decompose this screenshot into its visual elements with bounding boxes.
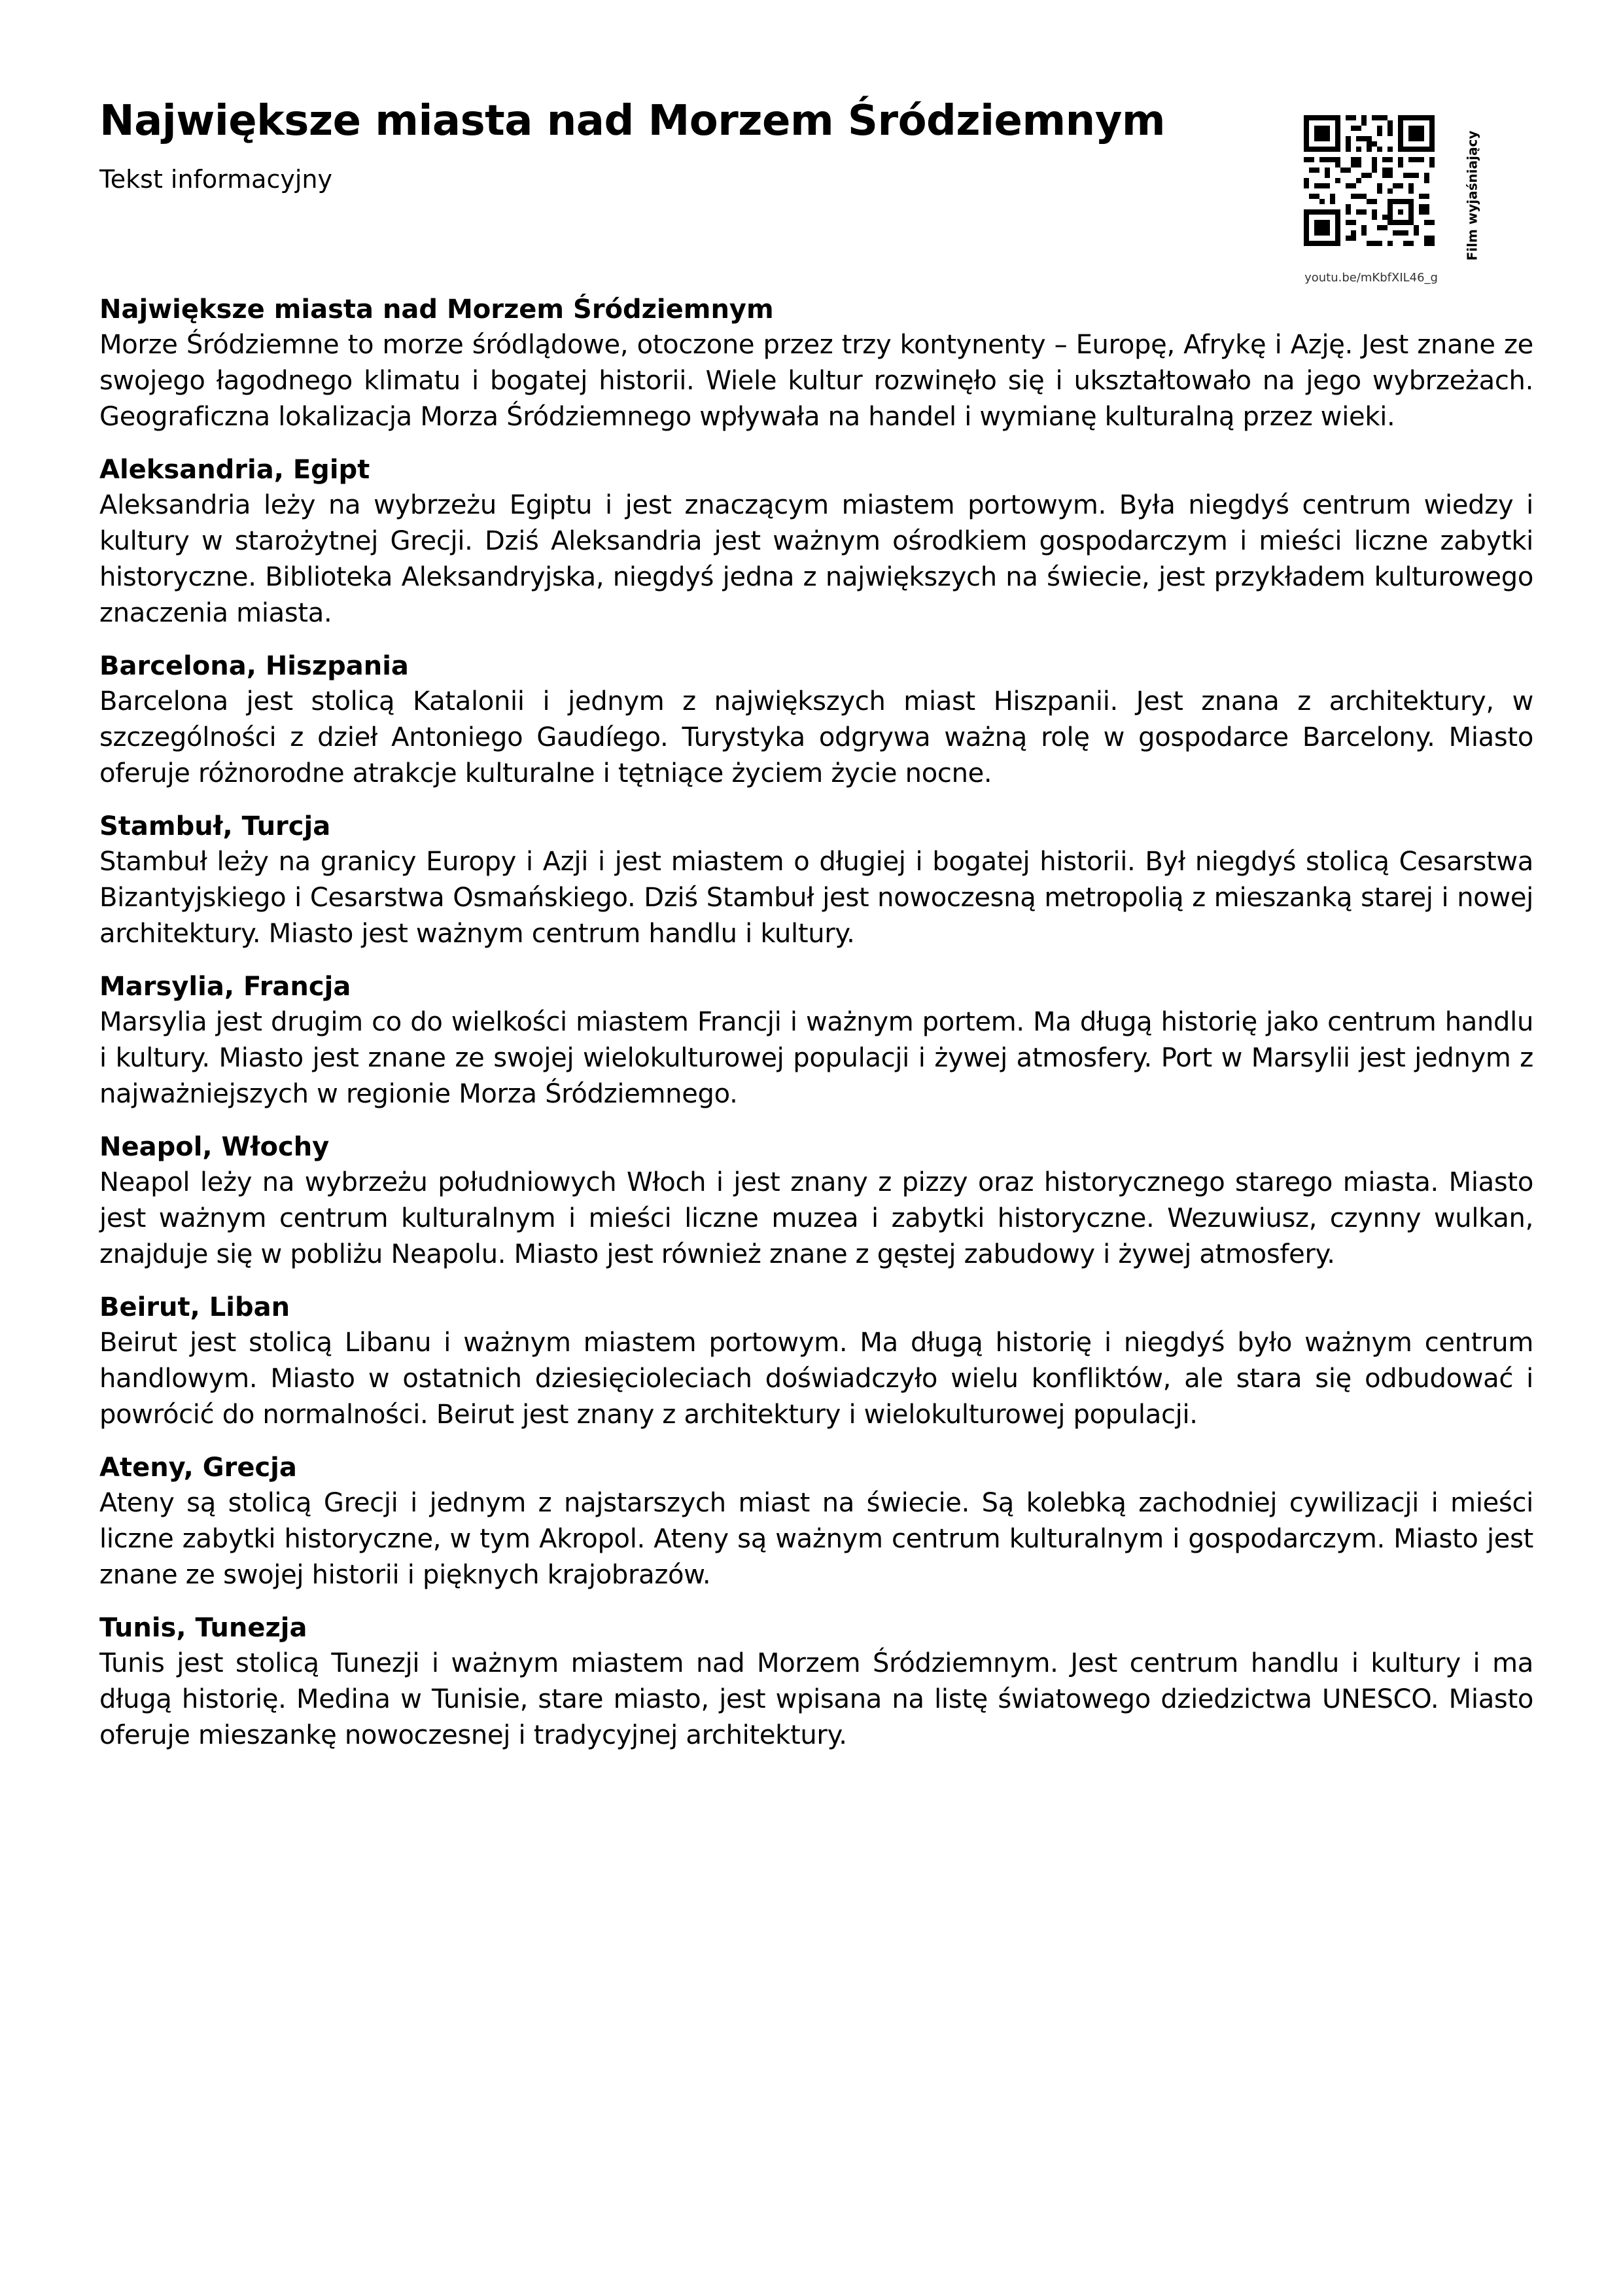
section-heading: Tunis, Tunezja [99,1613,307,1643]
section-heading: Barcelona, Hiszpania [99,651,409,681]
section-heading: Aleksandria, Egipt [99,455,370,485]
qr-side-label-wrap [1457,120,1486,271]
section-text: Beirut jest stolicą Libanu i ważnym miastem portowym. Ma długą historię i niegdyś było ważnym centrum handlowym. Miasto w ostatnich dziesięcioleciach doświadczyło wielu konfliktów, ale stara się odbudować i powrócić do normalności. Beirut jest znany z architektury i wielokulturowej populacji. [99,1328,1533,1430]
article-body [99,292,1533,1771]
section-naples [99,1129,1533,1273]
section-text: Tunis jest stolicą Tunezji i ważnym miastem nad Morzem Śródziemnym. Jest centrum handlu i kultury i ma długą historię. Medina w Tunisie, stare miasto, jest wpisana na listę światowego dziedzictwa UNESCO. Miasto oferuje mieszankę nowoczesnej i tradycyjnej architektury. [99,1648,1533,1750]
section-heading: Beirut, Liban [99,1292,290,1322]
page-subtitle: Tekst informacyjny [99,165,332,194]
section-text: Ateny są stolicą Grecji i jednym z najstarszych miast na świecie. Są kolebką zachodniej cywilizacji i mieści liczne zabytki historyczne, w tym Akropol. Ateny są ważnym centrum kulturalnym i gospodarczym. Miasto jest znane ze swojej historii i pięknych krajobrazów. [99,1488,1533,1590]
section-text: Aleksandria leży na wybrzeżu Egiptu i jest znaczącym miastem portowym. Była niegdyś centrum wiedzy i kultury w starożytnej Grecji. Dziś Aleksandria jest ważnym ośrodkiem gospodarczym i mieści liczne zabytki historyczne. Biblioteka Aleksandryjska, niegdyś jedna z największych na świecie, jest przykładem kulturowego znaczenia miasta. [99,490,1533,628]
section-text: Morze Śródziemne to morze śródlądowe, otoczone przez trzy kontynenty – Europę, Afrykę i Azję. Jest znane ze swojego łagodnego klimatu i bogatej historii. Wiele kultur rozwinęło się i ukształtowało na jego wybrzeżach. Geograficzna lokalizacja Morza Śródziemnego wpływała na handel i wymianę kulturalną przez wieki. [99,330,1533,432]
section-athens [99,1450,1533,1593]
section-istanbul [99,809,1533,952]
section-text: Stambuł leży na granicy Europy i Azji i jest miastem o długiej i bogatej historii. Był niegdyś stolicą Cesarstwa Bizantyjskiego i Cesarstwa Osmańskiego. Dziś Stambuł jest nowoczesną metropolią z mieszanką starej i nowej architektury. Miasto jest ważnym centrum handlu i kultury. [99,847,1533,949]
section-text: Marsylia jest drugim co do wielkości miastem Francji i ważnym portem. Ma długą historię jako centrum handlu i kultury. Miasto jest znane ze swojej wielokulturowej populacji i żywej atmosfery. Port w Marsylii jest jednym z najważniejszych w regionie Morza Śródziemnego. [99,1007,1533,1109]
section-tunis [99,1610,1533,1754]
qr-side-label: Film wyjaśniający [1464,130,1480,261]
section-alexandria [99,452,1533,631]
section-barcelona [99,648,1533,792]
section-heading: Neapol, Włochy [99,1132,330,1162]
qr-url-label: youtu.be/mKbfXIL46_g [1304,271,1438,285]
section-heading: Największe miasta nad Morzem Śródziemnym [99,294,774,325]
section-intro [99,292,1533,435]
section-marseille [99,969,1533,1112]
section-heading: Marsylia, Francja [99,972,351,1002]
section-text: Neapol leży na wybrzeżu południowych Włoch i jest znany z pizzy oraz historycznego starego miasta. Miasto jest ważnym centrum kulturalnym i mieści liczne muzea i zabytki historyczne. Wezuwiusz, czynny wulkan, znajduje się w pobliżu Neapolu. Miasto jest również znane z gęstej zabudowy i żywej atmosfery. [99,1167,1533,1269]
section-beirut [99,1290,1533,1433]
section-heading: Stambuł, Turcja [99,811,331,841]
section-text: Barcelona jest stolicą Katalonii i jednym z największych miast Hiszpanii. Jest znana z architektury, w szczególności z dzieł Antoniego Gaudíego. Turystyka odgrywa ważną rolę w gospodarce Barcelony. Miasto oferuje różnorodne atrakcje kulturalne i tętniące życiem życie nocne. [99,686,1533,788]
section-heading: Ateny, Grecja [99,1453,297,1483]
qr-code[interactable] [1304,115,1435,246]
page-title: Największe miasta nad Morzem Śródziemnym [99,97,1166,145]
